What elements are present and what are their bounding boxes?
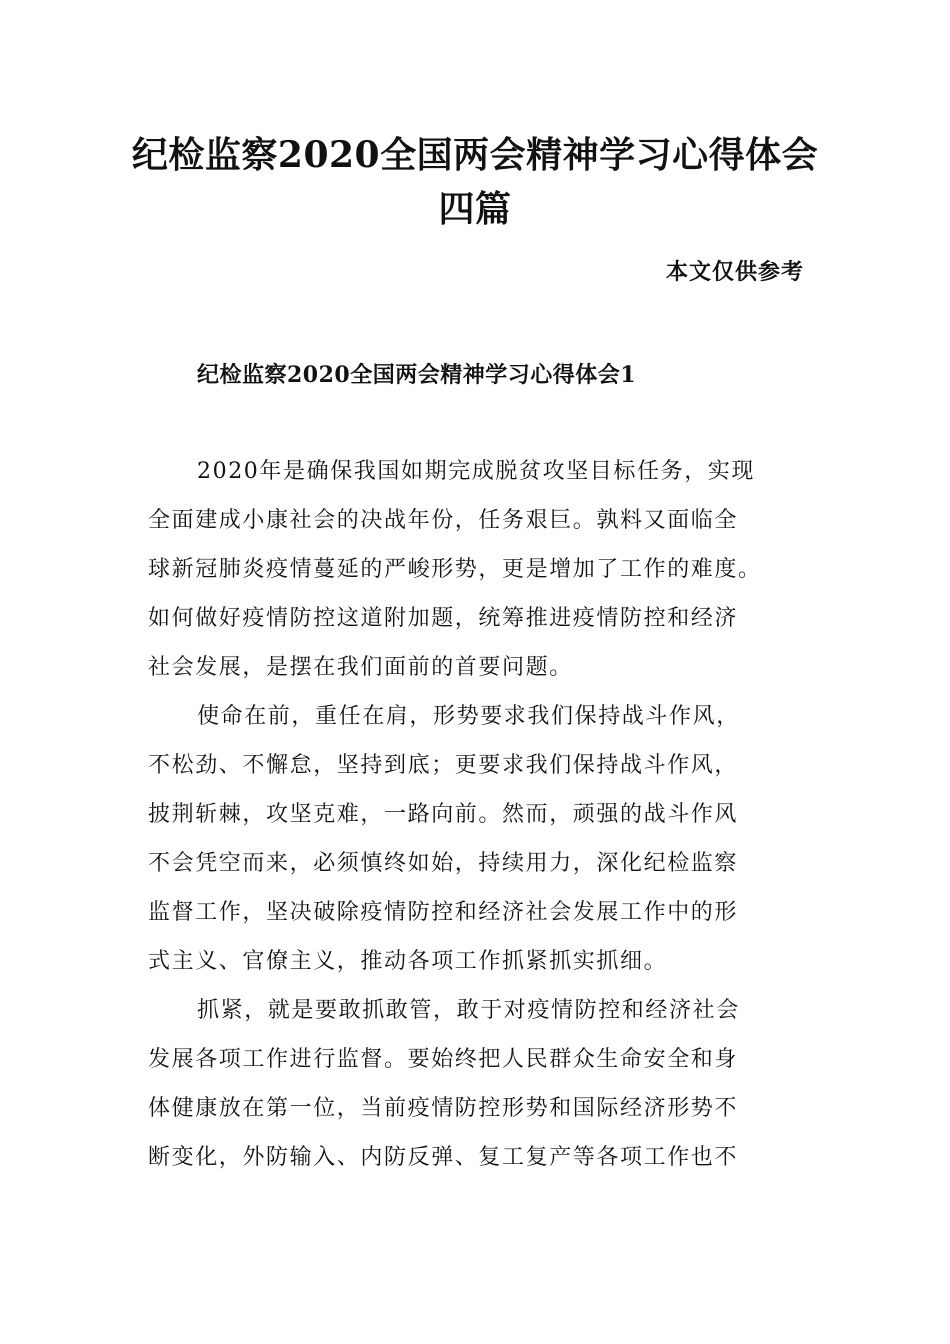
text-line: 不松劲、不懈怠，坚持到底；更要求我们保持战斗作风，	[148, 753, 739, 778]
text-line: 2020年是确保我国如期完成脱贫攻坚目标任务，实现	[197, 459, 755, 484]
text-line: 社会发展，是摆在我们面前的首要问题。	[148, 655, 573, 680]
paragraph	[148, 986, 788, 1182]
text-line: 使命在前，重任在肩，形势要求我们保持战斗作风，	[197, 704, 740, 729]
paragraph	[148, 447, 788, 692]
text-line: 全面建成小康社会的决战年份，任务艰巨。孰料又面临全	[148, 508, 739, 533]
title-line-2: 四篇	[438, 188, 512, 230]
text-line: 球新冠肺炎疫情蔓延的严峻形势，更是增加了工作的难度。	[148, 557, 762, 582]
document-body	[148, 447, 788, 1182]
paragraph	[148, 692, 788, 986]
text-line: 披荆斩棘，攻坚克难，一路向前。然而，顽强的战斗作风	[148, 802, 739, 827]
text-line: 体健康放在第一位，当前疫情防控形势和国际经济形势不	[148, 1096, 739, 1121]
text-line: 监督工作，坚决破除疫情防控和经济社会发展工作中的形	[148, 900, 739, 925]
text-line: 如何做好疫情防控这道附加题，统筹推进疫情防控和经济	[148, 606, 739, 631]
text-line: 式主义、官僚主义，推动各项工作抓紧抓实抓细。	[148, 949, 668, 974]
text-line: 不会凭空而来，必须慎终如始，持续用力，深化纪检监察	[148, 851, 739, 876]
text-line: 抓紧，就是要敢抓敢管，敢于对疫情防控和经济社会	[197, 998, 740, 1023]
section-heading: 纪检监察2020全国两会精神学习心得体会1	[197, 362, 637, 388]
text-line: 发展各项工作进行监督。要始终把人民群众生命安全和身	[148, 1047, 739, 1072]
text-line: 断变化，外防输入、内防反弹、复工复产等各项工作也不	[148, 1145, 739, 1170]
title-line-1: 纪检监察2020全国两会精神学习心得体会	[131, 134, 819, 176]
reference-note: 本文仅供参考	[665, 259, 804, 285]
document-title	[100, 128, 850, 236]
